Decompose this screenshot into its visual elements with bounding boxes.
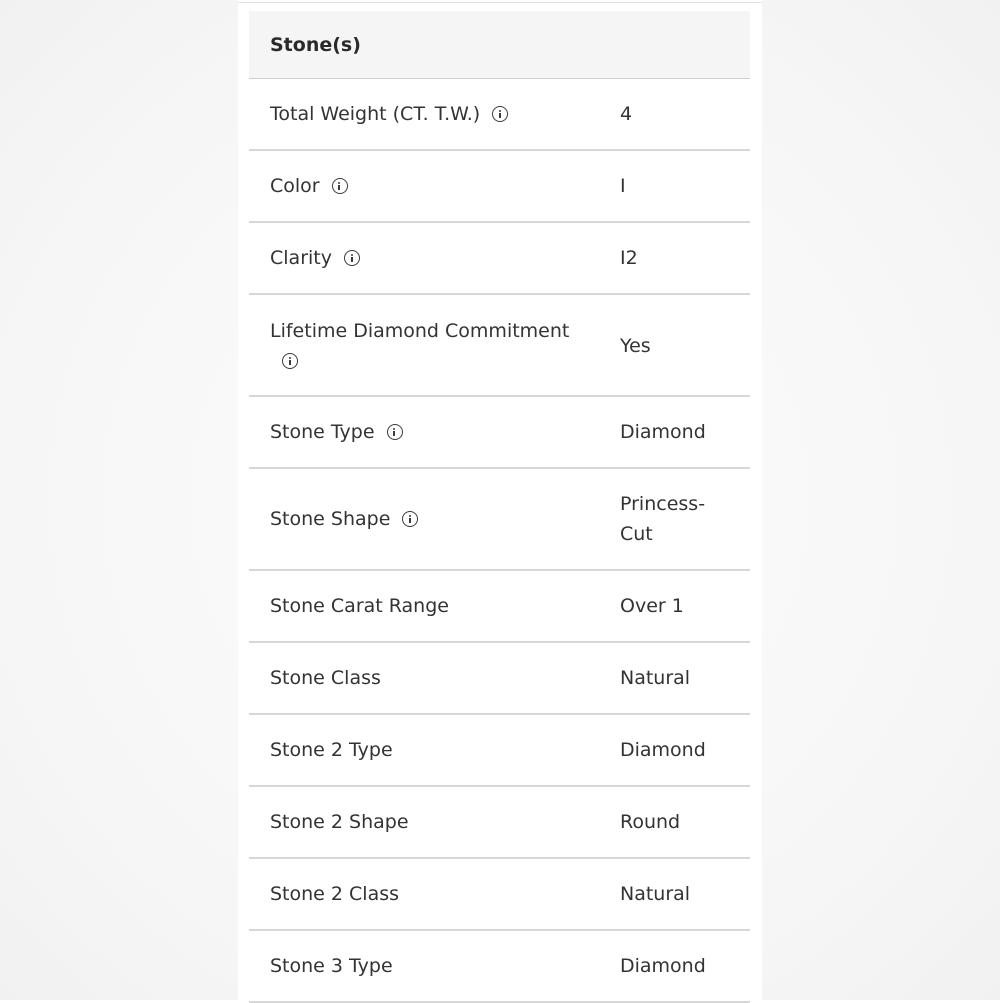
row-value: Natural (620, 667, 691, 689)
row-value-line: Princess- (620, 493, 706, 515)
stone-specs-table (249, 11, 750, 1003)
row-value: Diamond (620, 421, 706, 443)
row-label-text: Lifetime Diamond Commitment (270, 320, 570, 342)
info-circle-icon[interactable] (402, 511, 418, 527)
row-label (270, 316, 590, 376)
row-value: Over 1 (620, 595, 684, 617)
row-label (270, 504, 590, 534)
section-title: Stone(s) (270, 33, 361, 56)
info-circle-icon[interactable] (344, 250, 360, 266)
info-circle-icon[interactable] (282, 353, 298, 369)
row-value: Natural (620, 883, 691, 905)
row-value: I2 (620, 247, 638, 269)
table-row (249, 151, 750, 223)
row-label: Stone Carat Range (270, 595, 449, 617)
row-label (270, 417, 590, 447)
row-label-text: Stone Shape (270, 508, 391, 530)
table-row (249, 223, 750, 295)
table-row (249, 643, 750, 715)
info-circle-icon[interactable] (492, 106, 508, 122)
row-label: Stone 3 Type (270, 955, 393, 977)
icon-wrapper (270, 346, 590, 376)
row-label-text: Stone Type (270, 421, 375, 443)
row-label (270, 99, 590, 129)
row-label: Stone Class (270, 667, 381, 689)
table-row (249, 787, 750, 859)
row-label-text: Clarity (270, 247, 332, 269)
row-value-line: Cut (620, 523, 653, 545)
table-row (249, 397, 750, 469)
row-value: Diamond (620, 955, 706, 977)
row-label (270, 171, 590, 201)
table-row (249, 931, 750, 1003)
row-label: Stone 2 Shape (270, 811, 409, 833)
divider (238, 2, 762, 3)
section-header (249, 11, 750, 79)
row-label-text: Total Weight (CT. T.W.) (270, 103, 481, 125)
row-value: Yes (620, 335, 651, 357)
table-row (249, 79, 750, 151)
row-value (620, 489, 740, 549)
table-row (249, 571, 750, 643)
table-row (249, 715, 750, 787)
row-label (270, 243, 590, 273)
specifications-panel (238, 0, 762, 1000)
info-circle-icon[interactable] (387, 424, 403, 440)
row-value: Round (620, 811, 681, 833)
table-row (249, 859, 750, 931)
row-value: 4 (620, 103, 633, 125)
row-label: Stone 2 Class (270, 883, 400, 905)
row-label-text: Color (270, 175, 320, 197)
table-row (249, 469, 750, 571)
row-value: Diamond (620, 739, 706, 761)
info-circle-icon[interactable] (332, 178, 348, 194)
table-row (249, 295, 750, 397)
row-label: Stone 2 Type (270, 739, 393, 761)
row-value: I (620, 175, 626, 197)
